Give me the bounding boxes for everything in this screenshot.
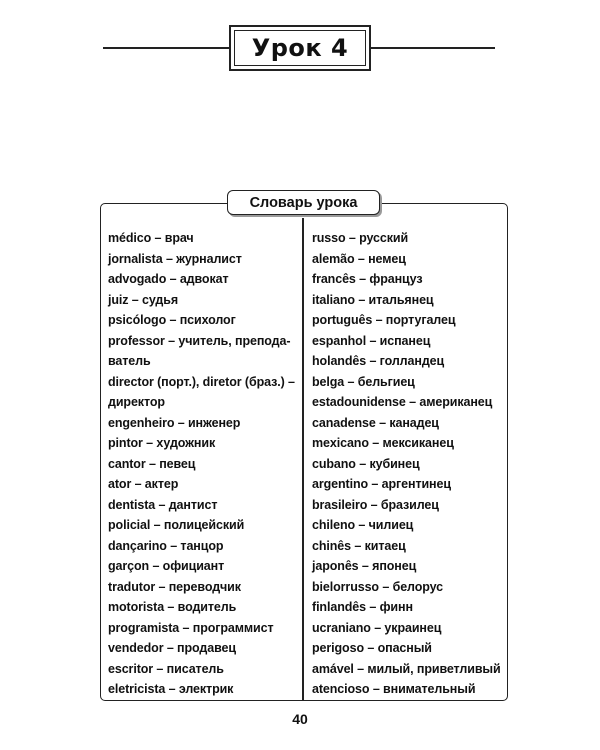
lesson-title-box bbox=[229, 25, 371, 71]
vocab-entry: cantor – певец bbox=[108, 456, 196, 471]
vocab-entry: professor – учитель, препода- bbox=[108, 333, 291, 348]
vocab-entry: psicólogo – психолог bbox=[108, 313, 236, 327]
vocab-entry: dançarino – танцор bbox=[108, 538, 224, 553]
vocab-entry: português – португалец bbox=[312, 313, 456, 327]
vocab-entry: cubano – кубинец bbox=[312, 456, 420, 471]
vocab-entry: perigoso – опасный bbox=[312, 641, 432, 655]
vocab-entry: chinês – китаец bbox=[312, 538, 406, 553]
vocab-entry: director (порт.), diretor (браз.) – bbox=[108, 374, 295, 389]
vocab-entry: policial – полицейский bbox=[108, 518, 245, 532]
lesson-title: Урок 4 bbox=[251, 34, 349, 62]
vocab-entry: ватель bbox=[108, 354, 151, 368]
vocab-entry: atencioso – внимательный bbox=[312, 682, 476, 696]
vocab-entry: russo – русский bbox=[312, 231, 409, 245]
vocabulary-header-label: Словарь урока bbox=[249, 194, 358, 211]
vocab-entry: garçon – официант bbox=[108, 559, 225, 573]
title-rule-right bbox=[371, 47, 495, 49]
vocab-entry: tradutor – переводчик bbox=[108, 579, 241, 594]
vocabulary-left-column bbox=[108, 228, 298, 700]
vocab-entry: dentista – дантист bbox=[108, 497, 218, 512]
vocab-entry: médico – врач bbox=[108, 231, 194, 245]
vocabulary-right-column bbox=[312, 228, 502, 700]
vocab-entry: juiz – судья bbox=[108, 292, 179, 307]
vocab-entry: chileno – чилиец bbox=[312, 518, 414, 532]
vocab-entry: estadounidense – американец bbox=[312, 395, 493, 409]
vocab-entry: ator – актер bbox=[108, 477, 179, 491]
vocab-entry: jornalista – журналист bbox=[108, 251, 242, 266]
vocab-entry: motorista – водитель bbox=[108, 600, 237, 614]
vocab-entry: espanhol – испанец bbox=[312, 333, 431, 348]
vocab-entry: escritor – писатель bbox=[108, 661, 224, 676]
vocab-entry: engenheiro – инженер bbox=[108, 415, 241, 430]
vocab-entry: holandês – голландец bbox=[312, 354, 445, 368]
vocab-entry: amável – милый, приветливый bbox=[312, 661, 501, 676]
vocab-entry: pintor – художник bbox=[108, 436, 216, 450]
vocab-entry: italiano – итальянец bbox=[312, 292, 434, 307]
page-number: 40 bbox=[292, 711, 308, 727]
vocab-entry: brasileiro – бразилец bbox=[312, 497, 439, 512]
vocab-entry: mexicano – мексиканец bbox=[312, 436, 454, 450]
title-rule-left bbox=[103, 47, 229, 49]
vocab-entry: eletricista – электрик bbox=[108, 682, 234, 696]
vocab-entry: programista – программист bbox=[108, 620, 274, 635]
vocab-entry: canadense – канадец bbox=[312, 415, 439, 430]
vocab-entry: finlandês – финн bbox=[312, 600, 413, 614]
vocab-entry: japonês – японец bbox=[312, 559, 417, 573]
vocab-entry: ucraniano – украинец bbox=[312, 620, 442, 635]
vocab-entry: advogado – адвокат bbox=[108, 272, 229, 286]
vocab-entry: belga – бельгиец bbox=[312, 374, 415, 389]
vocab-entry: alemão – немец bbox=[312, 251, 406, 266]
vocab-entry: vendedor – продавец bbox=[108, 641, 236, 655]
column-divider bbox=[302, 218, 304, 701]
vocab-entry: argentino – аргентинец bbox=[312, 477, 451, 491]
lesson-title-inner-frame bbox=[234, 30, 366, 66]
vocab-entry: bielorrusso – белорус bbox=[312, 579, 444, 594]
vocab-entry: francês – француз bbox=[312, 272, 423, 286]
vocab-entry: директор bbox=[108, 395, 165, 409]
vocabulary-header bbox=[227, 190, 380, 215]
